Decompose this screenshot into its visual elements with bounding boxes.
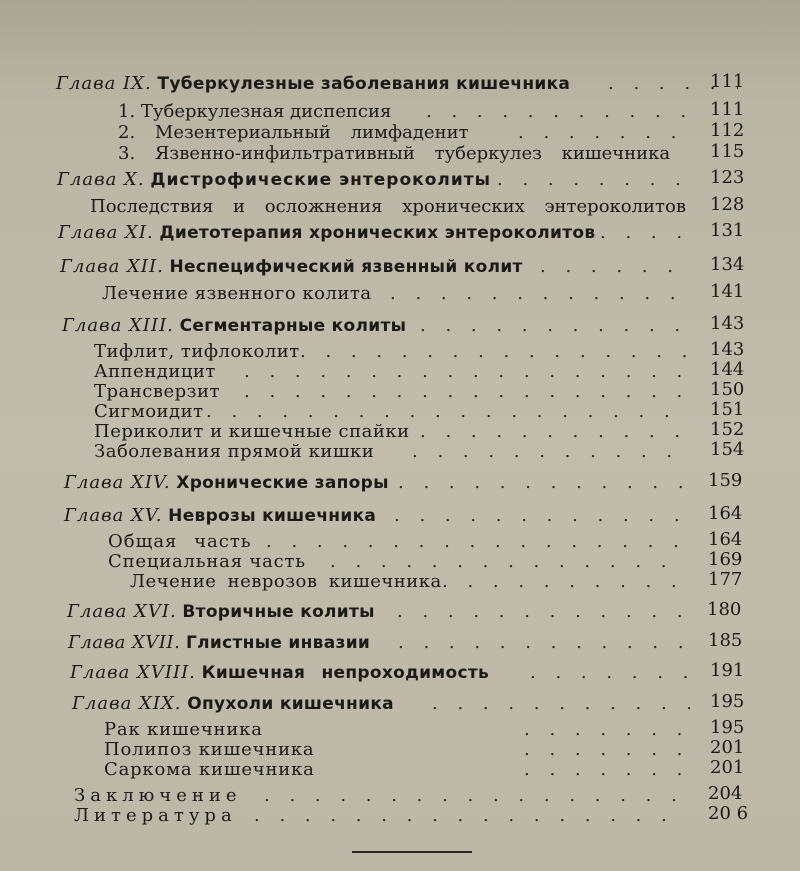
leader-dots [420,423,690,441]
toc-chapter-16[interactable] [67,601,746,625]
page-number: 151 [710,399,745,420]
toc-chapter-17[interactable] [68,632,746,656]
chapter-label: Глава XII. [60,256,164,277]
toc-item[interactable] [118,143,746,167]
chapter-label: Глава XVI. [67,601,177,622]
leader-dots [394,507,688,525]
chapter-title: Вторичные колиты [182,602,375,622]
toc-item[interactable] [94,441,746,465]
page-number: 201 [710,757,745,778]
leader-dots [398,634,688,652]
item-title: Тифлит, тифлоколит [94,341,300,362]
leader-dots [390,285,690,303]
page-number: 191 [710,660,745,681]
page-number: 164 [708,503,743,524]
chapter-label: Глава XVII. [68,632,181,653]
item-title: Периколит и кишечные спайки [94,421,410,442]
item-title: Заключение [74,785,242,806]
chapter-title: Кишечная непроходимость [201,663,490,683]
item-title: Сигмоидит [94,401,204,422]
leader-dots [264,787,688,805]
toc-item[interactable] [130,571,746,595]
toc-item[interactable] [102,283,746,307]
page-number: 143 [710,313,745,334]
page-number: 152 [710,419,745,440]
page-number: 20 6 [708,803,749,824]
chapter-title: Опухоли кишечника [187,694,394,714]
page-number: 204 [708,783,743,804]
page-number: 115 [710,141,745,162]
leader-dots [330,553,688,571]
page-number: 134 [710,254,745,275]
toc-chapter-10[interactable] [57,169,746,193]
page-number: 201 [710,737,745,758]
chapter-label: Глава X. [57,169,145,190]
leader-dots [254,807,688,825]
leader-dots [524,761,688,779]
chapter-label: Глава IX. [56,73,152,94]
toc-item[interactable] [90,196,746,220]
chapter-label: Глава XIV. [64,472,171,493]
leader-dots [530,664,690,682]
toc-chapter-15[interactable] [64,505,746,529]
chapter-title: Неврозы кишечника [168,506,377,526]
page-number: 195 [710,717,745,738]
item-title: Специальная часть [108,551,306,572]
page-number: 195 [710,691,745,712]
chapter-title: Неспецифический язвенный колит [169,257,523,277]
item-title: 1. Туберкулезная диспепсия [118,101,392,122]
leader-dots [244,383,690,401]
chapter-title: Дистрофические энтероколиты [150,170,491,190]
page-number: 150 [710,379,745,400]
page-number: 111 [710,71,745,92]
item-title: Саркома кишечника [104,759,315,780]
item-title: Трансверзит [94,381,220,402]
leader-dots [300,343,690,361]
page-number: 159 [708,470,743,491]
end-rule [352,851,472,853]
leader-dots [397,603,687,621]
item-title: Рак кишечника [104,719,263,740]
leader-dots [412,443,690,461]
item-title: 2. Мезентериальный лимфаденит [118,122,469,143]
leader-dots [266,533,688,551]
page-number: 111 [710,99,745,120]
toc-chapter-13[interactable] [62,315,746,339]
leader-dots [540,258,690,276]
page-number: 144 [710,359,745,380]
chapter-label: Глава XVIII. [70,662,196,683]
leader-dots [497,171,687,189]
page-number: 164 [708,529,743,550]
page-number: 131 [710,220,745,241]
item-title: Лечение язвенного колита [102,283,372,304]
chapter-label: Глава XI. [58,222,154,243]
chapter-title: Сегментарные колиты [179,316,407,336]
chapter-title: Хронические запоры [176,473,389,493]
item-title: Аппендицит [94,361,216,382]
leader-dots [524,741,688,759]
leader-dots [600,224,690,242]
chapter-label: Глава XIX. [72,693,182,714]
page-number: 154 [710,439,745,460]
leader-dots [426,103,686,121]
toc-chapter-18[interactable] [70,662,746,686]
leader-dots [244,363,690,381]
chapter-title: Диетотерапия хронических энтероколитов [159,223,596,243]
toc-chapter-9[interactable] [56,73,746,97]
leader-dots [442,573,688,591]
page-number: 180 [707,599,742,620]
page-number: 123 [710,167,745,188]
page-number: 169 [708,549,743,570]
item-title: Заболевания прямой кишки [94,441,375,462]
item-title: Литература [74,805,237,826]
toc-chapter-11[interactable] [58,222,746,246]
chapter-label: Глава XV. [64,505,163,526]
leader-dots [206,403,690,421]
chapter-title: Глистные инвазии [186,633,371,653]
chapter-title: Туберкулезные заболевания кишечника [157,74,571,94]
toc-chapter-14[interactable] [64,472,746,496]
leader-dots [524,721,688,739]
page-number: 143 [710,339,745,360]
page-number: 177 [708,569,743,590]
item-title: 3. Язвенно-инфильтративный туберкулез кишечника [118,143,671,164]
item-title: Общая часть [108,531,252,552]
leader-dots [518,124,686,142]
page-number: 185 [708,630,743,651]
page-number: 112 [710,120,745,141]
toc-chapter-19[interactable] [72,693,746,717]
leader-dots [432,695,690,713]
leader-dots [398,474,688,492]
toc-item[interactable] [104,759,746,783]
item-title: Последствия и осложнения хронических энтероколитов [90,196,686,217]
toc-chapter-12[interactable] [60,256,746,280]
page-number: 128 [710,194,745,215]
item-title: Полипоз кишечника [104,739,315,760]
item-title: Лечение неврозов кишечника [130,571,442,592]
leader-dots [420,317,690,335]
page-number: 141 [710,281,745,302]
toc-literature[interactable] [74,803,749,829]
chapter-label: Глава XIII. [62,315,174,336]
